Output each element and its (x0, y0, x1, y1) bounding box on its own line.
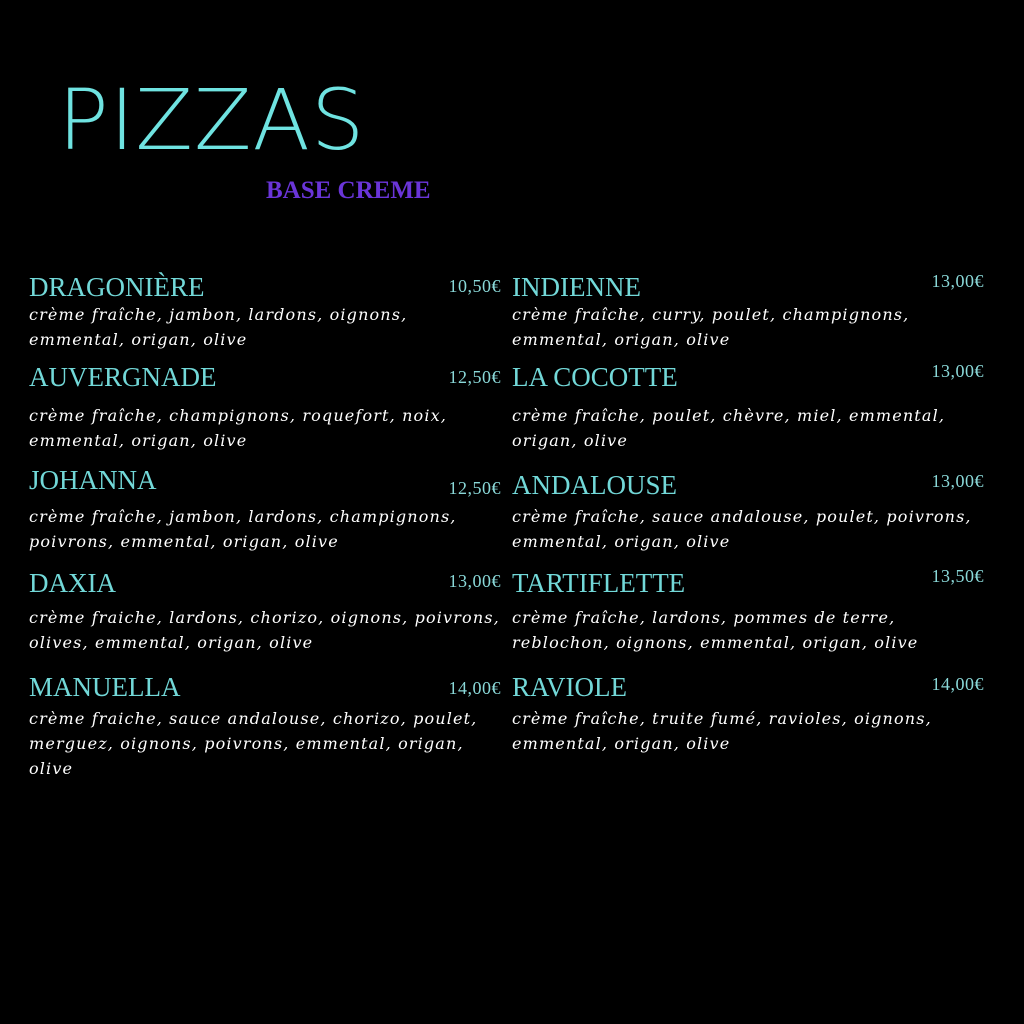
item-price: 13,00€ (931, 271, 984, 291)
item-name: JOHANNA (29, 465, 157, 495)
item-description: crème fraîche, jambon, lardons, oignons, emmental, origan, olive (29, 305, 408, 349)
item-description: crème fraîche, sauce andalouse, poulet, poivrons, emmental, origan, olive (512, 507, 972, 551)
item-price: 13,00€ (931, 361, 984, 381)
item-description: crème fraîche, jambon, lardons, champignons, poivrons, emmental, origan, olive (29, 507, 457, 551)
item-price: 13,00€ (448, 571, 501, 591)
item-description: crème fraîche, truite fumé, ravioles, oignons, emmental, origan, olive (512, 709, 932, 753)
item-name: LA COCOTTE (512, 362, 678, 392)
item-description: crème fraîche, poulet, chèvre, miel, emmental, origan, olive (512, 406, 946, 450)
item-name: DAXIA (29, 568, 116, 598)
item-description: crème fraîche, curry, poulet, champignons, emmental, origan, olive (512, 305, 910, 349)
menu-subtitle: BASE CREME (266, 177, 431, 204)
item-price: 10,50€ (448, 276, 501, 296)
item-name: RAVIOLE (512, 672, 628, 702)
item-description: crème fraîche, lardons, pommes de terre, reblochon, oignons, emmental, origan, olive (512, 608, 919, 652)
item-name: TARTIFLETTE (512, 568, 686, 598)
menu-title: PIZZAS (58, 71, 366, 169)
item-name: INDIENNE (512, 272, 641, 302)
item-description: crème fraiche, lardons, chorizo, oignons, poivrons, olives, emmental, origan, olive (29, 608, 500, 652)
item-description: crème fraiche, sauce andalouse, chorizo, poulet, merguez, oignons, poivrons, emmental, origan, olive (29, 709, 478, 778)
item-price: 12,50€ (448, 478, 501, 498)
item-price: 13,00€ (931, 471, 984, 491)
item-price: 13,50€ (931, 566, 984, 586)
item-name: AUVERGNADE (29, 362, 217, 392)
item-price: 12,50€ (448, 367, 501, 387)
item-price: 14,00€ (448, 678, 501, 698)
item-name: ANDALOUSE (512, 470, 677, 500)
item-name: DRAGONIÈRE (29, 272, 205, 302)
item-name: MANUELLA (29, 672, 181, 702)
item-price: 14,00€ (931, 674, 984, 694)
item-description: crème fraîche, champignons, roquefort, noix, emmental, origan, olive (29, 406, 448, 450)
